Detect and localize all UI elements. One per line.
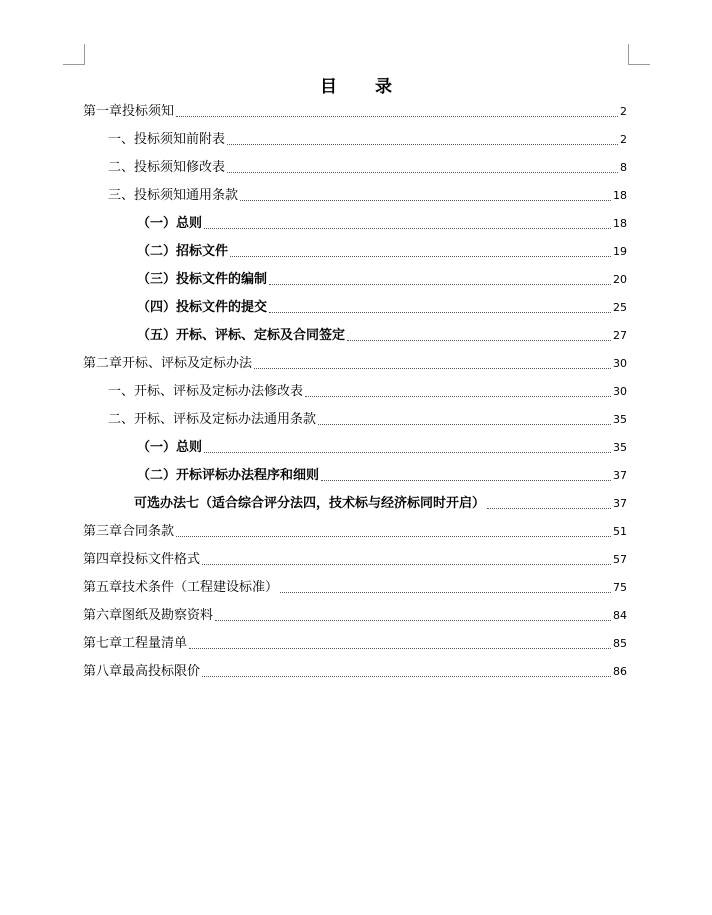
toc-entry-page: 8 bbox=[620, 161, 627, 174]
dot-leader bbox=[204, 210, 611, 238]
toc-entry-title: （五）开标、评标、定标及合同签定 bbox=[137, 328, 346, 343]
toc-entry[interactable] bbox=[83, 658, 627, 686]
toc-entry-title: 第八章最高投标限价 bbox=[83, 664, 201, 679]
toc-entry-page: 37 bbox=[613, 497, 627, 510]
dot-leader bbox=[269, 294, 611, 322]
toc-entry-page: 35 bbox=[613, 413, 627, 426]
toc-entry-title: （二）招标文件 bbox=[137, 244, 229, 259]
toc-entry-title: 可选办法七（适合综合评分法四，技术标与经济标同时开启） bbox=[134, 496, 486, 511]
dot-leader bbox=[240, 182, 611, 210]
dot-leader bbox=[347, 322, 611, 350]
toc-entry[interactable] bbox=[83, 210, 627, 238]
toc-entry-page: 51 bbox=[613, 525, 627, 538]
dot-leader bbox=[202, 658, 611, 686]
toc-entry-title: （四）投标文件的提交 bbox=[137, 300, 268, 315]
toc-title: 目 录 bbox=[320, 77, 408, 97]
toc-entry-title: 第一章投标须知 bbox=[83, 104, 175, 119]
toc-entry-page: 27 bbox=[613, 329, 627, 342]
toc-entry-title: 第七章工程量清单 bbox=[83, 636, 188, 651]
toc-entry-page: 2 bbox=[620, 133, 627, 146]
dot-leader bbox=[321, 462, 611, 490]
toc-entry-title: 第二章开标、评标及定标办法 bbox=[83, 356, 253, 371]
crop-mark-top-right bbox=[628, 44, 629, 65]
dot-leader bbox=[318, 406, 611, 434]
toc-entry[interactable] bbox=[83, 294, 627, 322]
toc-entry-page: 57 bbox=[613, 553, 627, 566]
toc-entry-title: （一）总则 bbox=[137, 440, 203, 455]
toc-entry[interactable] bbox=[83, 350, 627, 378]
dot-leader bbox=[176, 98, 618, 126]
dot-leader bbox=[204, 434, 611, 462]
toc-entry-page: 84 bbox=[613, 609, 627, 622]
toc-entry[interactable] bbox=[83, 182, 627, 210]
dot-leader bbox=[202, 546, 611, 574]
toc-entry[interactable] bbox=[83, 546, 627, 574]
toc-entry-title: 二、开标、评标及定标办法通用条款 bbox=[108, 412, 317, 427]
dot-leader bbox=[305, 378, 611, 406]
toc-entry[interactable] bbox=[83, 490, 627, 518]
dot-leader bbox=[254, 350, 611, 378]
toc-entry[interactable] bbox=[83, 378, 627, 406]
dot-leader bbox=[280, 574, 611, 602]
toc-entry-page: 18 bbox=[613, 189, 627, 202]
toc-entry[interactable] bbox=[83, 126, 627, 154]
toc-entry-page: 30 bbox=[613, 385, 627, 398]
toc-entry-title: 二、投标须知修改表 bbox=[108, 160, 226, 175]
toc-entry[interactable] bbox=[83, 98, 627, 126]
toc-entry[interactable] bbox=[83, 518, 627, 546]
toc-entry-title: （一）总则 bbox=[137, 216, 203, 231]
toc-entry[interactable] bbox=[83, 574, 627, 602]
dot-leader bbox=[176, 518, 611, 546]
crop-mark-top-left bbox=[84, 44, 85, 65]
dot-leader bbox=[487, 490, 611, 518]
toc-entry[interactable] bbox=[83, 434, 627, 462]
dot-leader bbox=[227, 154, 618, 182]
table-of-contents bbox=[83, 98, 627, 686]
toc-entry-page: 2 bbox=[620, 105, 627, 118]
toc-entry-title: 第三章合同条款 bbox=[83, 524, 175, 539]
toc-entry[interactable] bbox=[83, 630, 627, 658]
toc-entry[interactable] bbox=[83, 322, 627, 350]
toc-entry[interactable] bbox=[83, 602, 627, 630]
dot-leader bbox=[189, 630, 611, 658]
toc-entry-page: 18 bbox=[613, 217, 627, 230]
crop-mark-top-left bbox=[63, 64, 85, 65]
toc-entry[interactable] bbox=[83, 266, 627, 294]
toc-entry-page: 35 bbox=[613, 441, 627, 454]
toc-entry[interactable] bbox=[83, 462, 627, 490]
toc-entry[interactable] bbox=[83, 238, 627, 266]
crop-mark-top-right bbox=[628, 64, 650, 65]
toc-entry-title: （二）开标评标办法程序和细则 bbox=[137, 468, 320, 483]
toc-entry-page: 75 bbox=[613, 581, 627, 594]
toc-entry-title: 一、开标、评标及定标办法修改表 bbox=[108, 384, 304, 399]
dot-leader bbox=[230, 238, 611, 266]
toc-entry-page: 85 bbox=[613, 637, 627, 650]
toc-entry[interactable] bbox=[83, 154, 627, 182]
toc-entry-title: 第四章投标文件格式 bbox=[83, 552, 201, 567]
dot-leader bbox=[227, 126, 618, 154]
toc-entry-title: 第六章图纸及勘察资料 bbox=[83, 608, 214, 623]
dot-leader bbox=[215, 602, 611, 630]
toc-entry-page: 86 bbox=[613, 665, 627, 678]
toc-entry-title: 第五章技术条件（工程建设标准） bbox=[83, 580, 279, 595]
toc-entry-page: 30 bbox=[613, 357, 627, 370]
toc-entry-page: 19 bbox=[613, 245, 627, 258]
toc-entry[interactable] bbox=[83, 406, 627, 434]
toc-entry-title: 三、投标须知通用条款 bbox=[108, 188, 239, 203]
toc-entry-title: （三）投标文件的编制 bbox=[137, 272, 268, 287]
toc-entry-page: 25 bbox=[613, 301, 627, 314]
toc-entry-page: 37 bbox=[613, 469, 627, 482]
dot-leader bbox=[269, 266, 611, 294]
toc-entry-page: 20 bbox=[613, 273, 627, 286]
toc-entry-title: 一、投标须知前附表 bbox=[108, 132, 226, 147]
